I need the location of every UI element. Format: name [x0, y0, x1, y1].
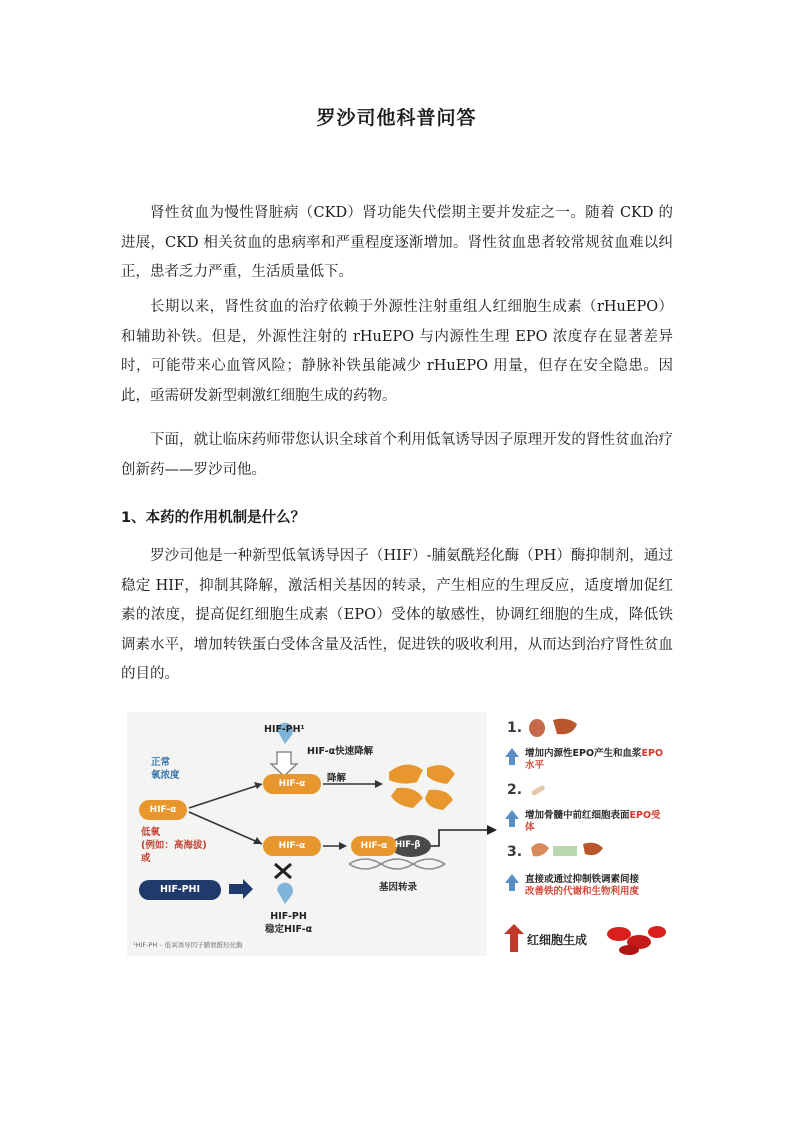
hypoxia-label: 低氧 (例如：高海拔) 或 — [141, 827, 207, 864]
gene-transcription-label: 基因转录 — [379, 882, 418, 893]
normal-oxygen-label: 正常 氧浓度 — [151, 757, 180, 781]
intro-paragraph-1: 肾性贫血为慢性肾脏病（CKD）肾功能失代偿期主要并发症之一。随着 CKD 的进展，CKD 相关贫血的患病率和严重程度逐渐增加。肾性贫血患者较常规贫血难以纠正，患者乏力严重，生活质量低下。 — [121, 205, 673, 280]
hif-alpha-oval-start: HIF-α — [139, 800, 187, 820]
step-1-up-arrow-shaft — [509, 757, 515, 765]
rbc-up-arrow-icon — [504, 924, 524, 934]
step-3-number: 3. — [507, 844, 523, 860]
hif-beta-label: HIF-β — [395, 840, 421, 850]
hif-ph-superscript-label: HIF-PH¹ — [264, 724, 305, 735]
step-3-up-arrow-shaft — [509, 883, 515, 891]
step-1-text — [525, 748, 665, 772]
step-3-text — [525, 874, 667, 898]
hif-alpha-oval-hypoxia: HIF-α — [263, 836, 321, 856]
rbc-production-label: 红细胞生成 — [527, 933, 588, 947]
step-3-up-arrow-icon — [505, 874, 519, 883]
hif-ph-stable-label: HIF-PH 稳定HIF-α — [265, 911, 313, 935]
hif-phi-box: HIF-PHI — [139, 880, 221, 900]
step-2-up-arrow-shaft — [509, 819, 515, 827]
hif-alpha-oval-complex: HIF-α — [351, 836, 397, 856]
rbc-up-arrow-shaft — [510, 934, 518, 952]
step-3-text-main: 直接或通过抑制铁调素间接 — [525, 874, 640, 885]
step-3-text-highlight: 改善铁的代谢和生物利用度 — [525, 886, 640, 897]
section-1-heading: 1、本药的作用机制是什么？ — [121, 510, 306, 526]
step-1-text-highlight: EPO水平 — [525, 748, 664, 771]
step-2-number: 2. — [507, 782, 523, 798]
step-2-text-highlight: EPO受体 — [525, 810, 661, 833]
mechanism-figure — [127, 712, 667, 956]
hif-alpha-oval-normal: HIF-α — [263, 774, 321, 794]
step-1-text-main: 增加内源性EPO产生和血浆 — [525, 748, 642, 759]
degradation-label: 降解 — [327, 773, 347, 784]
intro-paragraph-2: 长期以来，肾性贫血的治疗依赖于外源性注射重组人红细胞生成素（rHuEPO）和辅助补铁。但是，外源性注射的 rHuEPO 与内源性生理 EPO 浓度存在显著差异时，可能带来心血管风险；静脉补铁虽能减少 rHuEPO 用量，但存在安全隐患。因此，亟需研发新型刺激红细胞生成的药物。 — [121, 299, 673, 404]
step-1-up-arrow-icon — [505, 748, 519, 757]
step-2-up-arrow-icon — [505, 810, 519, 819]
figure-footnote: ¹HIF-PH – 低氧诱导因子脯氨酰羟化酶 — [133, 941, 243, 949]
step-1-number: 1. — [507, 720, 523, 736]
fast-degradation-label: HIF-α快速降解 — [307, 746, 374, 757]
step-2-text — [525, 810, 665, 834]
page-title: 罗沙司他科普问答 — [316, 107, 477, 129]
intro-paragraph-3: 下面，就让临床药师带您认识全球首个利用低氧诱导因子原理开发的肾性贫血治疗创新药——罗沙司他。 — [121, 432, 673, 478]
step-2-text-main: 增加骨髓中前红细胞表面 — [525, 810, 630, 821]
section-1-body: 罗沙司他是一种新型低氧诱导因子（HIF）-脯氨酰羟化酶（PH）酶抑制剂，通过稳定 HIF，抑制其降解，激活相关基因的转录，产生相应的生理反应，适度增加促红素的浓度，提高促红细胞生成素（EPO）受体的敏感性，协调红细胞的生成，降低铁调素水平，增加转铁蛋白受体含量及活性，促进铁的吸收利用，从而达到治疗肾性贫血的目的。 — [121, 548, 673, 682]
